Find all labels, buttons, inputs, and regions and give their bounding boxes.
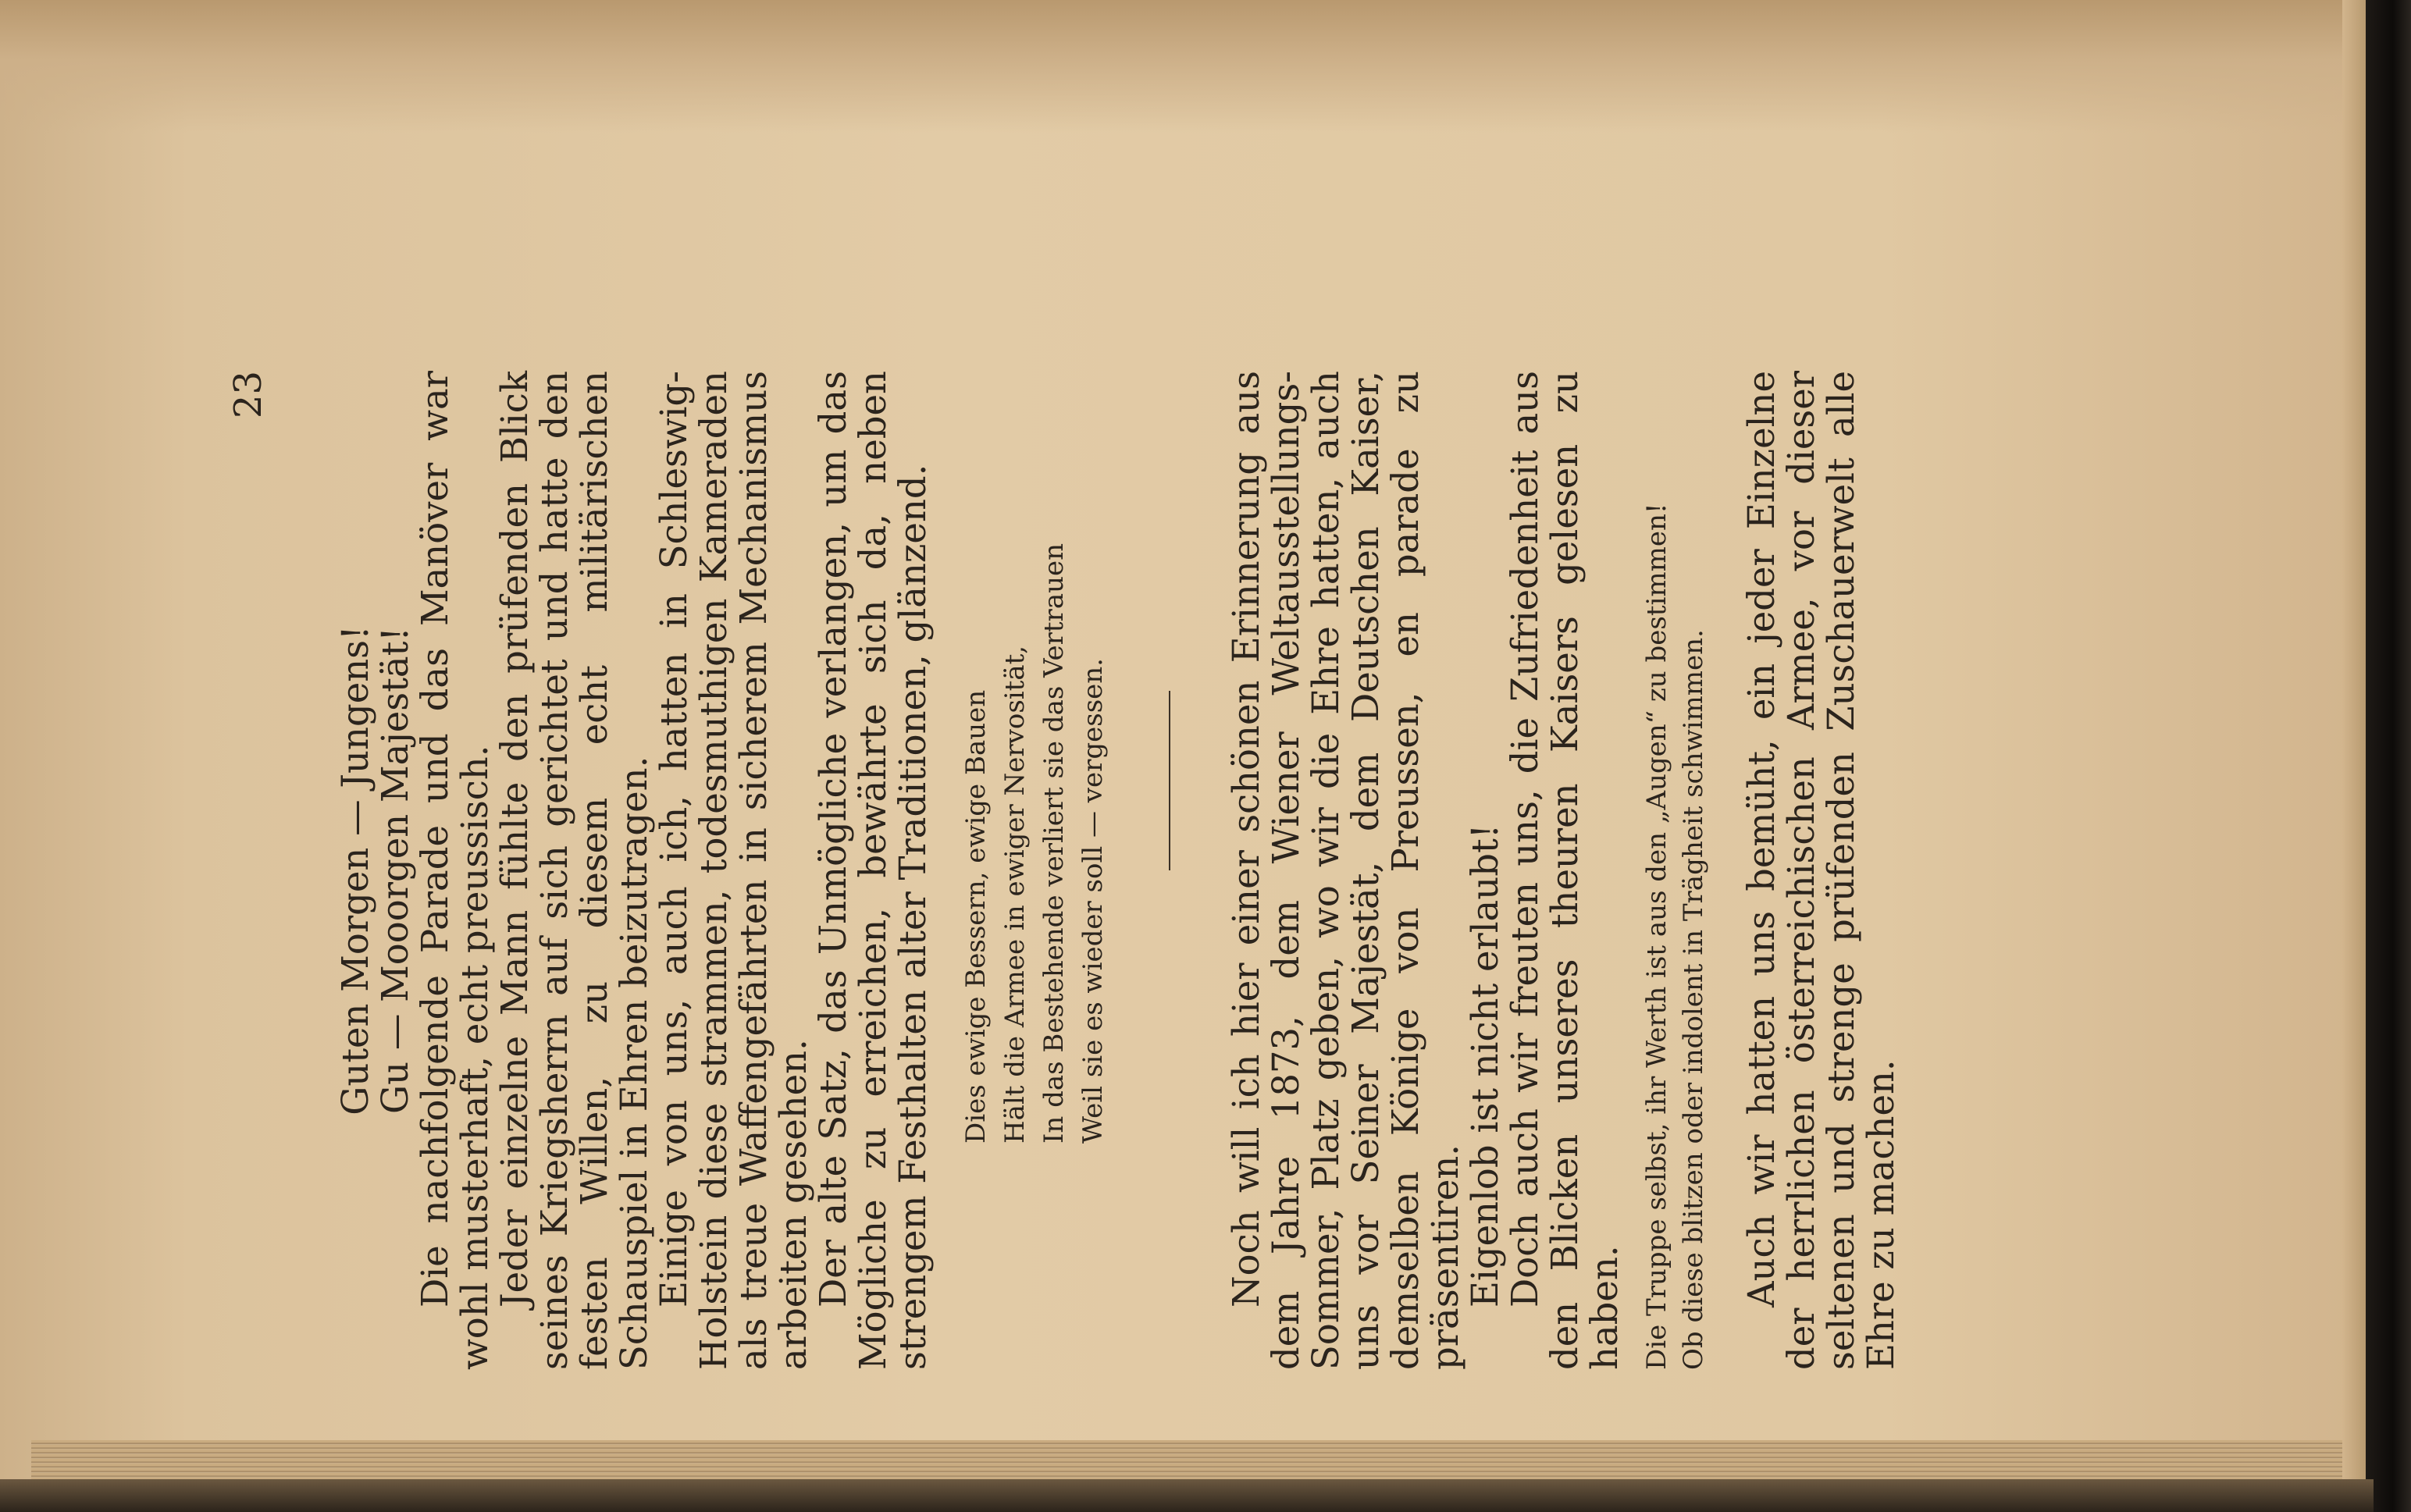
paragraph: Eigenlob ist nicht erlaubt!: [1464, 824, 1506, 1307]
verse-line: Weil sie es wieder soll — vergessen.: [1077, 658, 1109, 1144]
verse-quote: [956, 371, 1113, 1144]
page-edges: [31, 1440, 2350, 1483]
page-body: [336, 371, 1901, 1370]
verse-line: Hält die Armee in ewiger Nervosität,: [999, 645, 1031, 1144]
book-binding: [2366, 0, 2411, 1512]
book-gutter: [0, 0, 2350, 133]
paragraph: Einige von uns, auch ich, hatten in Schleswig-Holstein diese strammen, todesmuthigen Kameraden als treue Waffengefährten in sicherem Mechanismus arbeiten gesehen.: [653, 371, 814, 1370]
page-number: 23: [226, 371, 270, 419]
paragraph: Noch will ich hier einer schönen Erinnerung aus dem Jahre 1873, dem Wiener Weltausstellungs-Sommer, Platz geben, wo wir die Ehre hatten, auch uns vor Seiner Majestät, dem Deutschen Kaiser, demselben Könige von Preussen, en parade zu präsentiren.: [1225, 371, 1466, 1370]
text-line: Guten Morgen — Jungens!: [334, 625, 376, 1115]
note-line: Ob diese blitzen oder indolent in Trägheit schwimmen.: [1678, 629, 1709, 1370]
section-divider: [1169, 691, 1170, 870]
paragraph: Auch wir hatten uns bemüht, ein jeder Einzelne der herrlichen österreichischen Armee, vor dieser seltenen und strenge prüfenden Zuschauerwelt alle Ehre zu machen.: [1740, 371, 1902, 1370]
verse-line: In das Bestehende verliert sie das Vertrauen: [1038, 543, 1070, 1144]
note-line: Die Truppe selbst, ihr Werth ist aus den „Augen“ zu bestimmen!: [1641, 503, 1672, 1370]
text-line: Gu — Mooorgen Majestät!: [374, 627, 416, 1114]
paragraph: Die nachfolgende Parade und das Manöver war wohl musterhaft, echt preussisch.: [414, 371, 496, 1370]
paragraph: Jeder einzelne Mann fühlte den prüfenden Blick seines Kriegsherrn auf sich gerichtet und hatte den festen Willen, zu diesem echt militärischen Schauspiel in Ehren beizutragen.: [493, 371, 655, 1370]
verse-note: [1639, 371, 1712, 1370]
paragraph: Doch auch wir freuten uns, die Zufriedenheit aus den Blicken unseres theuren Kaisers gelesen zu haben.: [1504, 371, 1626, 1370]
paragraph: Der alte Satz, das Unmögliche verlangen, um das Mögliche zu erreichen, bewährte sich da, neben strengem Festhalten alter Traditionen, glänzend.: [812, 371, 934, 1370]
page-fore-edge: [2342, 0, 2366, 1483]
verse-line: Dies ewige Bessern, ewige Bauen: [960, 689, 992, 1144]
bottom-shadow: [0, 1479, 2374, 1512]
rotated-text-block: [226, 371, 2256, 1370]
